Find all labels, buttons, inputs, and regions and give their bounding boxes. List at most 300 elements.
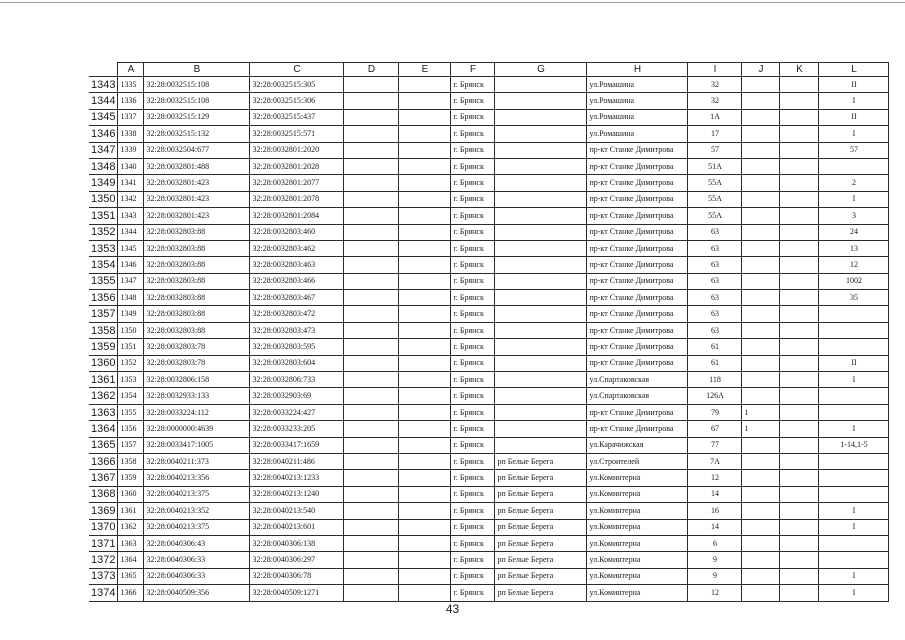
cell-b[interactable]: 32:28:0040306:43: [144, 535, 250, 551]
cell-g[interactable]: рп Белые Берега: [495, 453, 587, 469]
cell-d[interactable]: [344, 519, 399, 535]
cell-j[interactable]: [742, 191, 780, 207]
cell-b[interactable]: 32:28:0033224:112: [144, 404, 250, 420]
cell-j[interactable]: [742, 273, 780, 289]
row-number-cell[interactable]: 1358: [89, 322, 118, 338]
cell-c[interactable]: 32:28:0032803:463: [250, 257, 344, 273]
cell-c[interactable]: 32:28:0033417:1659: [250, 437, 344, 453]
cell-d[interactable]: [344, 322, 399, 338]
cell-a[interactable]: 1345: [118, 240, 144, 256]
cell-g[interactable]: [495, 142, 587, 158]
cell-c[interactable]: 32:28:0040213:1240: [250, 486, 344, 502]
cell-h[interactable]: пр-кт Станке Димитрова: [587, 273, 688, 289]
cell-c[interactable]: 32:28:0032903:69: [250, 388, 344, 404]
cell-b[interactable]: 32:28:0040213:375: [144, 519, 250, 535]
cell-d[interactable]: [344, 585, 399, 601]
cell-c[interactable]: 32:28:0040306:138: [250, 535, 344, 551]
cell-h[interactable]: пр-кт Станке Димитрова: [587, 339, 688, 355]
cell-b[interactable]: 32:28:0032803:78: [144, 355, 250, 371]
cell-f[interactable]: г. Брянск: [451, 339, 495, 355]
cell-c[interactable]: 32:28:0040509:1271: [250, 585, 344, 601]
cell-g[interactable]: [495, 109, 587, 125]
cell-a[interactable]: 1343: [118, 208, 144, 224]
cell-l[interactable]: II: [819, 77, 889, 93]
cell-c[interactable]: 32:28:0032515:437: [250, 109, 344, 125]
cell-a[interactable]: 1362: [118, 519, 144, 535]
cell-a[interactable]: 1341: [118, 175, 144, 191]
cell-c[interactable]: 32:28:0040306:297: [250, 552, 344, 568]
cell-g[interactable]: [495, 208, 587, 224]
cell-d[interactable]: [344, 77, 399, 93]
cell-d[interactable]: [344, 273, 399, 289]
cell-l[interactable]: [819, 535, 889, 551]
row-number-cell[interactable]: 1356: [89, 290, 118, 306]
cell-l[interactable]: 24: [819, 224, 889, 240]
cell-g[interactable]: [495, 404, 587, 420]
cell-g[interactable]: [495, 240, 587, 256]
cell-j[interactable]: [742, 535, 780, 551]
row-number-cell[interactable]: 1357: [89, 306, 118, 322]
cell-l[interactable]: [819, 470, 889, 486]
cell-d[interactable]: [344, 437, 399, 453]
cell-k[interactable]: [780, 158, 819, 174]
cell-b[interactable]: 32:28:0032803:88: [144, 322, 250, 338]
cell-i[interactable]: 14: [688, 519, 742, 535]
cell-c[interactable]: 32:28:0032803:460: [250, 224, 344, 240]
column-header-l[interactable]: L: [819, 63, 889, 77]
cell-g[interactable]: [495, 421, 587, 437]
cell-h[interactable]: пр-кт Станке Димитрова: [587, 290, 688, 306]
cell-a[interactable]: 1352: [118, 355, 144, 371]
cell-a[interactable]: 1340: [118, 158, 144, 174]
cell-b[interactable]: 32:28:0032803:88: [144, 290, 250, 306]
column-header-j[interactable]: J: [742, 63, 780, 77]
cell-i[interactable]: 63: [688, 257, 742, 273]
cell-f[interactable]: г. Брянск: [451, 77, 495, 93]
cell-a[interactable]: 1336: [118, 93, 144, 109]
cell-i[interactable]: 16: [688, 503, 742, 519]
cell-d[interactable]: [344, 175, 399, 191]
cell-e[interactable]: [399, 224, 451, 240]
cell-b[interactable]: 32:28:0032515:132: [144, 126, 250, 142]
cell-j[interactable]: [742, 388, 780, 404]
cell-i[interactable]: 17: [688, 126, 742, 142]
cell-k[interactable]: [780, 503, 819, 519]
cell-k[interactable]: [780, 273, 819, 289]
cell-d[interactable]: [344, 290, 399, 306]
cell-f[interactable]: г. Брянск: [451, 306, 495, 322]
row-number-cell[interactable]: 1371: [89, 535, 118, 551]
cell-d[interactable]: [344, 306, 399, 322]
cell-j[interactable]: [742, 322, 780, 338]
cell-j[interactable]: [742, 126, 780, 142]
cell-b[interactable]: 32:28:0032803:88: [144, 273, 250, 289]
cell-a[interactable]: 1364: [118, 552, 144, 568]
cell-e[interactable]: [399, 240, 451, 256]
cell-k[interactable]: [780, 142, 819, 158]
cell-g[interactable]: [495, 437, 587, 453]
cell-g[interactable]: рп Белые Берега: [495, 552, 587, 568]
cell-d[interactable]: [344, 552, 399, 568]
cell-e[interactable]: [399, 388, 451, 404]
cell-e[interactable]: [399, 585, 451, 601]
cell-a[interactable]: 1356: [118, 421, 144, 437]
cell-g[interactable]: [495, 93, 587, 109]
cell-j[interactable]: [742, 257, 780, 273]
cell-i[interactable]: 63: [688, 290, 742, 306]
cell-i[interactable]: 63: [688, 224, 742, 240]
cell-b[interactable]: 32:28:0032933:133: [144, 388, 250, 404]
cell-h[interactable]: пр-кт Станке Димитрова: [587, 322, 688, 338]
cell-j[interactable]: [742, 372, 780, 388]
cell-i[interactable]: 1А: [688, 109, 742, 125]
cell-k[interactable]: [780, 535, 819, 551]
cell-j[interactable]: [742, 552, 780, 568]
cell-l[interactable]: I: [819, 585, 889, 601]
cell-j[interactable]: [742, 339, 780, 355]
row-number-cell[interactable]: 1369: [89, 503, 118, 519]
cell-h[interactable]: пр-кт Станке Димитрова: [587, 240, 688, 256]
cell-e[interactable]: [399, 437, 451, 453]
cell-f[interactable]: г. Брянск: [451, 568, 495, 584]
cell-e[interactable]: [399, 552, 451, 568]
cell-c[interactable]: 32:28:0032515:305: [250, 77, 344, 93]
cell-h[interactable]: ул.Коминтерна: [587, 535, 688, 551]
row-number-cell[interactable]: 1359: [89, 339, 118, 355]
cell-h[interactable]: ул.Карачижская: [587, 437, 688, 453]
cell-g[interactable]: [495, 224, 587, 240]
cell-c[interactable]: 32:28:0032806:733: [250, 372, 344, 388]
cell-e[interactable]: [399, 568, 451, 584]
cell-k[interactable]: [780, 109, 819, 125]
cell-l[interactable]: II: [819, 109, 889, 125]
cell-d[interactable]: [344, 470, 399, 486]
cell-b[interactable]: 32:28:0032515:108: [144, 77, 250, 93]
cell-a[interactable]: 1347: [118, 273, 144, 289]
cell-e[interactable]: [399, 519, 451, 535]
cell-i[interactable]: 55А: [688, 208, 742, 224]
cell-g[interactable]: рп Белые Берега: [495, 568, 587, 584]
row-number-cell[interactable]: 1355: [89, 273, 118, 289]
cell-j[interactable]: [742, 240, 780, 256]
cell-i[interactable]: 6: [688, 535, 742, 551]
cell-e[interactable]: [399, 470, 451, 486]
cell-b[interactable]: 32:28:0040213:375: [144, 486, 250, 502]
cell-i[interactable]: 32: [688, 77, 742, 93]
cell-h[interactable]: ул.Коминтерна: [587, 568, 688, 584]
cell-h[interactable]: пр-кт Станке Димитрова: [587, 257, 688, 273]
cell-i[interactable]: 55А: [688, 175, 742, 191]
row-number-cell[interactable]: 1374: [89, 585, 118, 601]
cell-f[interactable]: г. Брянск: [451, 142, 495, 158]
cell-i[interactable]: 63: [688, 306, 742, 322]
cell-i[interactable]: 118: [688, 372, 742, 388]
cell-g[interactable]: [495, 372, 587, 388]
cell-i[interactable]: 61: [688, 355, 742, 371]
cell-l[interactable]: I: [819, 372, 889, 388]
column-header-c[interactable]: C: [250, 63, 344, 77]
cell-e[interactable]: [399, 142, 451, 158]
cell-e[interactable]: [399, 372, 451, 388]
cell-j[interactable]: [742, 486, 780, 502]
cell-j[interactable]: [742, 306, 780, 322]
cell-i[interactable]: 7А: [688, 453, 742, 469]
cell-g[interactable]: [495, 355, 587, 371]
cell-f[interactable]: г. Брянск: [451, 552, 495, 568]
cell-d[interactable]: [344, 388, 399, 404]
cell-k[interactable]: [780, 552, 819, 568]
cell-e[interactable]: [399, 355, 451, 371]
cell-l[interactable]: II: [819, 355, 889, 371]
cell-f[interactable]: г. Брянск: [451, 273, 495, 289]
cell-l[interactable]: [819, 453, 889, 469]
row-number-cell[interactable]: 1346: [89, 126, 118, 142]
cell-a[interactable]: 1342: [118, 191, 144, 207]
cell-e[interactable]: [399, 158, 451, 174]
cell-g[interactable]: рп Белые Берега: [495, 535, 587, 551]
cell-e[interactable]: [399, 257, 451, 273]
cell-b[interactable]: 32:28:0040213:352: [144, 503, 250, 519]
cell-k[interactable]: [780, 339, 819, 355]
cell-h[interactable]: пр-кт Станке Димитрова: [587, 306, 688, 322]
cell-g[interactable]: [495, 273, 587, 289]
cell-i[interactable]: 63: [688, 322, 742, 338]
row-number-cell[interactable]: 1364: [89, 421, 118, 437]
row-number-cell[interactable]: 1350: [89, 191, 118, 207]
cell-l[interactable]: I: [819, 503, 889, 519]
cell-d[interactable]: [344, 339, 399, 355]
cell-a[interactable]: 1358: [118, 453, 144, 469]
cell-k[interactable]: [780, 388, 819, 404]
cell-c[interactable]: 32:28:0033233:205: [250, 421, 344, 437]
cell-j[interactable]: [742, 93, 780, 109]
cell-g[interactable]: [495, 388, 587, 404]
cell-h[interactable]: ул.Коминтерна: [587, 470, 688, 486]
cell-j[interactable]: 1: [742, 421, 780, 437]
cell-d[interactable]: [344, 142, 399, 158]
cell-g[interactable]: [495, 175, 587, 191]
cell-i[interactable]: 9: [688, 568, 742, 584]
cell-l[interactable]: I: [819, 191, 889, 207]
cell-b[interactable]: 32:28:0032801:423: [144, 191, 250, 207]
cell-a[interactable]: 1344: [118, 224, 144, 240]
cell-f[interactable]: г. Брянск: [451, 126, 495, 142]
cell-d[interactable]: [344, 486, 399, 502]
cell-f[interactable]: г. Брянск: [451, 93, 495, 109]
cell-g[interactable]: [495, 257, 587, 273]
cell-g[interactable]: [495, 158, 587, 174]
cell-e[interactable]: [399, 208, 451, 224]
cell-c[interactable]: 32:28:0032515:306: [250, 93, 344, 109]
cell-a[interactable]: 1339: [118, 142, 144, 158]
cell-k[interactable]: [780, 224, 819, 240]
cell-k[interactable]: [780, 240, 819, 256]
cell-e[interactable]: [399, 486, 451, 502]
cell-b[interactable]: 32:28:0032803:88: [144, 306, 250, 322]
cell-k[interactable]: [780, 322, 819, 338]
cell-c[interactable]: 32:28:0032803:462: [250, 240, 344, 256]
cell-i[interactable]: 51А: [688, 158, 742, 174]
cell-e[interactable]: [399, 339, 451, 355]
cell-g[interactable]: [495, 306, 587, 322]
cell-c[interactable]: 32:28:0032801:2020: [250, 142, 344, 158]
cell-g[interactable]: [495, 339, 587, 355]
cell-c[interactable]: 32:28:0032803:473: [250, 322, 344, 338]
cell-b[interactable]: 32:28:0032801:423: [144, 208, 250, 224]
cell-h[interactable]: пр-кт Станке Димитрова: [587, 191, 688, 207]
cell-d[interactable]: [344, 421, 399, 437]
cell-d[interactable]: [344, 568, 399, 584]
cell-b[interactable]: 32:28:0032801:423: [144, 175, 250, 191]
row-number-cell[interactable]: 1361: [89, 372, 118, 388]
cell-k[interactable]: [780, 453, 819, 469]
cell-h[interactable]: пр-кт Станке Димитрова: [587, 208, 688, 224]
cell-e[interactable]: [399, 93, 451, 109]
cell-b[interactable]: 32:28:0040211:373: [144, 453, 250, 469]
cell-k[interactable]: [780, 486, 819, 502]
row-number-cell[interactable]: 1370: [89, 519, 118, 535]
row-number-cell[interactable]: 1344: [89, 93, 118, 109]
cell-a[interactable]: 1351: [118, 339, 144, 355]
cell-h[interactable]: ул.Коминтерна: [587, 552, 688, 568]
cell-g[interactable]: [495, 290, 587, 306]
cell-l[interactable]: 2: [819, 175, 889, 191]
cell-k[interactable]: [780, 306, 819, 322]
cell-h[interactable]: ул.Строителей: [587, 453, 688, 469]
column-header-g[interactable]: G: [495, 63, 587, 77]
cell-i[interactable]: 63: [688, 273, 742, 289]
cell-h[interactable]: ул.Коминтерна: [587, 503, 688, 519]
cell-j[interactable]: [742, 453, 780, 469]
column-header-a[interactable]: A: [118, 63, 144, 77]
cell-e[interactable]: [399, 453, 451, 469]
cell-i[interactable]: 14: [688, 486, 742, 502]
cell-l[interactable]: 35: [819, 290, 889, 306]
cell-l[interactable]: [819, 339, 889, 355]
column-header-i[interactable]: I: [688, 63, 742, 77]
cell-c[interactable]: 32:28:0033224:427: [250, 404, 344, 420]
cell-h[interactable]: пр-кт Станке Димитрова: [587, 224, 688, 240]
cell-d[interactable]: [344, 224, 399, 240]
cell-f[interactable]: г. Брянск: [451, 388, 495, 404]
cell-l[interactable]: 12: [819, 257, 889, 273]
cell-f[interactable]: г. Брянск: [451, 404, 495, 420]
cell-a[interactable]: 1355: [118, 404, 144, 420]
cell-h[interactable]: ул.Спартаковская: [587, 372, 688, 388]
cell-k[interactable]: [780, 568, 819, 584]
cell-f[interactable]: г. Брянск: [451, 421, 495, 437]
cell-a[interactable]: 1335: [118, 77, 144, 93]
row-number-cell[interactable]: 1354: [89, 257, 118, 273]
cell-c[interactable]: 32:28:0032803:466: [250, 273, 344, 289]
cell-f[interactable]: г. Брянск: [451, 191, 495, 207]
cell-d[interactable]: [344, 535, 399, 551]
cell-j[interactable]: [742, 77, 780, 93]
cell-g[interactable]: [495, 322, 587, 338]
cell-j[interactable]: [742, 519, 780, 535]
cell-k[interactable]: [780, 355, 819, 371]
cell-a[interactable]: 1349: [118, 306, 144, 322]
cell-k[interactable]: [780, 257, 819, 273]
cell-h[interactable]: пр-кт Станке Димитрова: [587, 404, 688, 420]
cell-k[interactable]: [780, 208, 819, 224]
cell-a[interactable]: 1365: [118, 568, 144, 584]
cell-d[interactable]: [344, 208, 399, 224]
cell-j[interactable]: [742, 142, 780, 158]
cell-d[interactable]: [344, 453, 399, 469]
cell-a[interactable]: 1338: [118, 126, 144, 142]
cell-e[interactable]: [399, 191, 451, 207]
cell-e[interactable]: [399, 273, 451, 289]
cell-e[interactable]: [399, 535, 451, 551]
cell-j[interactable]: 1: [742, 404, 780, 420]
cell-b[interactable]: 32:28:0032515:129: [144, 109, 250, 125]
cell-f[interactable]: г. Брянск: [451, 470, 495, 486]
row-number-cell[interactable]: 1349: [89, 175, 118, 191]
cell-g[interactable]: рп Белые Берега: [495, 486, 587, 502]
cell-k[interactable]: [780, 470, 819, 486]
cell-j[interactable]: [742, 437, 780, 453]
row-number-cell[interactable]: 1343: [89, 77, 118, 93]
cell-l[interactable]: I: [819, 519, 889, 535]
cell-j[interactable]: [742, 158, 780, 174]
cell-f[interactable]: г. Брянск: [451, 224, 495, 240]
column-header-e[interactable]: E: [399, 63, 451, 77]
cell-a[interactable]: 1354: [118, 388, 144, 404]
cell-g[interactable]: [495, 77, 587, 93]
cell-c[interactable]: 32:28:0040213:1233: [250, 470, 344, 486]
cell-c[interactable]: 32:28:0032515:571: [250, 126, 344, 142]
row-number-cell[interactable]: 1366: [89, 453, 118, 469]
cell-k[interactable]: [780, 404, 819, 420]
cell-i[interactable]: 67: [688, 421, 742, 437]
cell-k[interactable]: [780, 585, 819, 601]
row-number-cell[interactable]: 1372: [89, 552, 118, 568]
cell-l[interactable]: [819, 486, 889, 502]
cell-e[interactable]: [399, 306, 451, 322]
cell-a[interactable]: 1360: [118, 486, 144, 502]
cell-c[interactable]: 32:28:0040306:78: [250, 568, 344, 584]
cell-f[interactable]: г. Брянск: [451, 519, 495, 535]
cell-l[interactable]: [819, 306, 889, 322]
cell-g[interactable]: [495, 191, 587, 207]
cell-d[interactable]: [344, 191, 399, 207]
cell-i[interactable]: 126А: [688, 388, 742, 404]
cell-e[interactable]: [399, 322, 451, 338]
cell-e[interactable]: [399, 175, 451, 191]
cell-l[interactable]: I: [819, 126, 889, 142]
cell-e[interactable]: [399, 77, 451, 93]
cell-c[interactable]: 32:28:0032803:472: [250, 306, 344, 322]
cell-e[interactable]: [399, 126, 451, 142]
cell-j[interactable]: [742, 109, 780, 125]
cell-g[interactable]: [495, 126, 587, 142]
cell-d[interactable]: [344, 158, 399, 174]
cell-a[interactable]: 1361: [118, 503, 144, 519]
cell-a[interactable]: 1366: [118, 585, 144, 601]
cell-i[interactable]: 55А: [688, 191, 742, 207]
cell-h[interactable]: пр-кт Станке Димитрова: [587, 355, 688, 371]
cell-h[interactable]: ул.Коминтерна: [587, 585, 688, 601]
cell-l[interactable]: 57: [819, 142, 889, 158]
cell-h[interactable]: пр-кт Станке Димитрова: [587, 158, 688, 174]
cell-c[interactable]: 32:28:0032801:2028: [250, 158, 344, 174]
cell-j[interactable]: [742, 503, 780, 519]
cell-f[interactable]: г. Брянск: [451, 208, 495, 224]
row-number-cell[interactable]: 1373: [89, 568, 118, 584]
cell-l[interactable]: [819, 404, 889, 420]
cell-c[interactable]: 32:28:0040213:601: [250, 519, 344, 535]
